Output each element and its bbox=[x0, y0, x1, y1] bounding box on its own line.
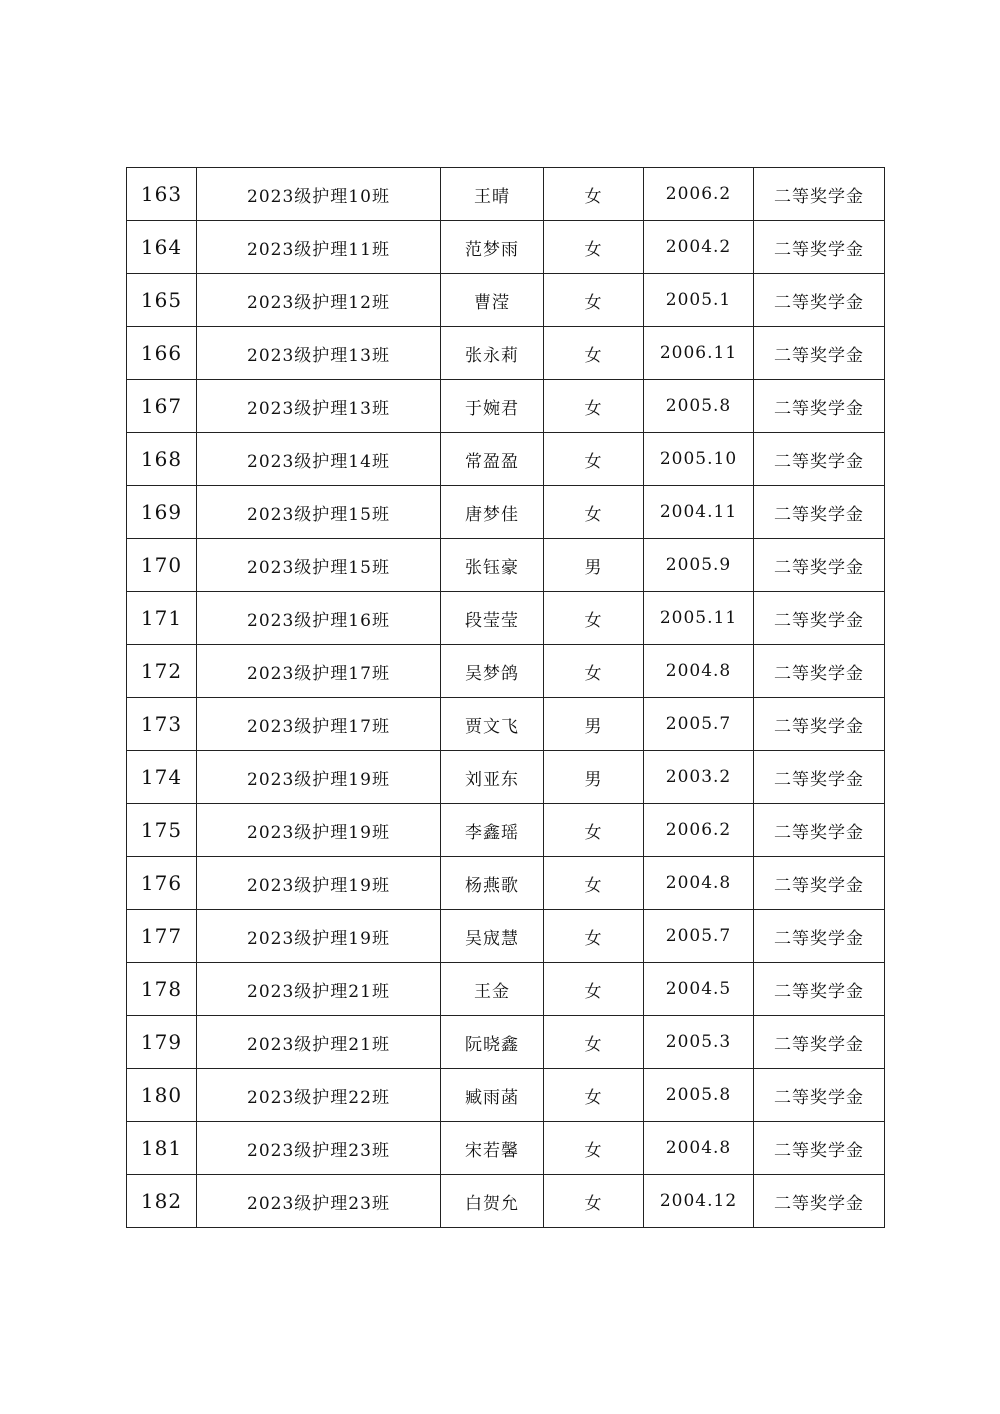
award-cell: 二等奖学金 bbox=[754, 221, 885, 274]
table-row bbox=[127, 486, 885, 539]
class-cell: 2023级护理17班 bbox=[197, 645, 441, 698]
table-row bbox=[127, 857, 885, 910]
row-number-cell: 164 bbox=[127, 221, 197, 274]
table-row bbox=[127, 698, 885, 751]
birth-date-cell: 2006.2 bbox=[644, 804, 754, 857]
table-row bbox=[127, 592, 885, 645]
class-cell: 2023级护理21班 bbox=[197, 963, 441, 1016]
student-name-cell: 白贺允 bbox=[441, 1175, 544, 1228]
gender-cell: 女 bbox=[544, 274, 644, 327]
table-row bbox=[127, 963, 885, 1016]
table-row bbox=[127, 433, 885, 486]
table-row bbox=[127, 168, 885, 221]
student-name-cell: 李鑫瑶 bbox=[441, 804, 544, 857]
student-name-cell: 唐梦佳 bbox=[441, 486, 544, 539]
award-cell: 二等奖学金 bbox=[754, 539, 885, 592]
birth-date-cell: 2006.2 bbox=[644, 168, 754, 221]
table-row bbox=[127, 539, 885, 592]
birth-date-cell: 2005.10 bbox=[644, 433, 754, 486]
student-name-cell: 张钰豪 bbox=[441, 539, 544, 592]
scholarship-table bbox=[126, 167, 885, 1228]
class-cell: 2023级护理14班 bbox=[197, 433, 441, 486]
birth-date-cell: 2005.8 bbox=[644, 380, 754, 433]
birth-date-cell: 2003.2 bbox=[644, 751, 754, 804]
row-number-cell: 171 bbox=[127, 592, 197, 645]
award-cell: 二等奖学金 bbox=[754, 1069, 885, 1122]
student-name-cell: 张永莉 bbox=[441, 327, 544, 380]
class-cell: 2023级护理19班 bbox=[197, 857, 441, 910]
student-name-cell: 刘亚东 bbox=[441, 751, 544, 804]
award-cell: 二等奖学金 bbox=[754, 433, 885, 486]
student-name-cell: 臧雨菡 bbox=[441, 1069, 544, 1122]
table-row bbox=[127, 910, 885, 963]
row-number-cell: 175 bbox=[127, 804, 197, 857]
table-row bbox=[127, 804, 885, 857]
award-cell: 二等奖学金 bbox=[754, 645, 885, 698]
class-cell: 2023级护理19班 bbox=[197, 751, 441, 804]
birth-date-cell: 2004.2 bbox=[644, 221, 754, 274]
row-number-cell: 169 bbox=[127, 486, 197, 539]
gender-cell: 女 bbox=[544, 592, 644, 645]
student-name-cell: 贾文飞 bbox=[441, 698, 544, 751]
table-row bbox=[127, 1016, 885, 1069]
award-cell: 二等奖学金 bbox=[754, 486, 885, 539]
birth-date-cell: 2004.8 bbox=[644, 645, 754, 698]
award-cell: 二等奖学金 bbox=[754, 380, 885, 433]
row-number-cell: 176 bbox=[127, 857, 197, 910]
class-cell: 2023级护理23班 bbox=[197, 1122, 441, 1175]
student-name-cell: 王金 bbox=[441, 963, 544, 1016]
row-number-cell: 180 bbox=[127, 1069, 197, 1122]
class-cell: 2023级护理15班 bbox=[197, 539, 441, 592]
gender-cell: 女 bbox=[544, 645, 644, 698]
class-cell: 2023级护理21班 bbox=[197, 1016, 441, 1069]
gender-cell: 女 bbox=[544, 168, 644, 221]
class-cell: 2023级护理22班 bbox=[197, 1069, 441, 1122]
row-number-cell: 181 bbox=[127, 1122, 197, 1175]
student-name-cell: 段莹莹 bbox=[441, 592, 544, 645]
class-cell: 2023级护理13班 bbox=[197, 327, 441, 380]
birth-date-cell: 2005.7 bbox=[644, 698, 754, 751]
award-cell: 二等奖学金 bbox=[754, 804, 885, 857]
row-number-cell: 166 bbox=[127, 327, 197, 380]
award-cell: 二等奖学金 bbox=[754, 698, 885, 751]
class-cell: 2023级护理13班 bbox=[197, 380, 441, 433]
award-cell: 二等奖学金 bbox=[754, 751, 885, 804]
table-row bbox=[127, 1122, 885, 1175]
gender-cell: 女 bbox=[544, 433, 644, 486]
row-number-cell: 163 bbox=[127, 168, 197, 221]
gender-cell: 男 bbox=[544, 698, 644, 751]
class-cell: 2023级护理10班 bbox=[197, 168, 441, 221]
gender-cell: 女 bbox=[544, 221, 644, 274]
row-number-cell: 182 bbox=[127, 1175, 197, 1228]
birth-date-cell: 2004.8 bbox=[644, 1122, 754, 1175]
birth-date-cell: 2004.12 bbox=[644, 1175, 754, 1228]
row-number-cell: 165 bbox=[127, 274, 197, 327]
table-row bbox=[127, 274, 885, 327]
gender-cell: 女 bbox=[544, 1122, 644, 1175]
award-cell: 二等奖学金 bbox=[754, 168, 885, 221]
gender-cell: 女 bbox=[544, 327, 644, 380]
row-number-cell: 170 bbox=[127, 539, 197, 592]
award-cell: 二等奖学金 bbox=[754, 910, 885, 963]
student-name-cell: 于婉君 bbox=[441, 380, 544, 433]
gender-cell: 男 bbox=[544, 751, 644, 804]
table-row bbox=[127, 645, 885, 698]
birth-date-cell: 2005.1 bbox=[644, 274, 754, 327]
row-number-cell: 168 bbox=[127, 433, 197, 486]
student-name-cell: 常盈盈 bbox=[441, 433, 544, 486]
row-number-cell: 177 bbox=[127, 910, 197, 963]
row-number-cell: 173 bbox=[127, 698, 197, 751]
birth-date-cell: 2005.9 bbox=[644, 539, 754, 592]
table-row bbox=[127, 1069, 885, 1122]
student-name-cell: 吴宬慧 bbox=[441, 910, 544, 963]
birth-date-cell: 2005.3 bbox=[644, 1016, 754, 1069]
award-cell: 二等奖学金 bbox=[754, 1122, 885, 1175]
award-cell: 二等奖学金 bbox=[754, 963, 885, 1016]
award-cell: 二等奖学金 bbox=[754, 592, 885, 645]
gender-cell: 女 bbox=[544, 1016, 644, 1069]
row-number-cell: 172 bbox=[127, 645, 197, 698]
table-row bbox=[127, 1175, 885, 1228]
gender-cell: 女 bbox=[544, 963, 644, 1016]
gender-cell: 女 bbox=[544, 1175, 644, 1228]
class-cell: 2023级护理11班 bbox=[197, 221, 441, 274]
class-cell: 2023级护理16班 bbox=[197, 592, 441, 645]
table-row bbox=[127, 221, 885, 274]
gender-cell: 女 bbox=[544, 804, 644, 857]
birth-date-cell: 2004.5 bbox=[644, 963, 754, 1016]
award-cell: 二等奖学金 bbox=[754, 1016, 885, 1069]
table-row bbox=[127, 751, 885, 804]
row-number-cell: 178 bbox=[127, 963, 197, 1016]
gender-cell: 女 bbox=[544, 857, 644, 910]
student-name-cell: 宋若馨 bbox=[441, 1122, 544, 1175]
row-number-cell: 167 bbox=[127, 380, 197, 433]
row-number-cell: 174 bbox=[127, 751, 197, 804]
gender-cell: 男 bbox=[544, 539, 644, 592]
award-cell: 二等奖学金 bbox=[754, 1175, 885, 1228]
gender-cell: 女 bbox=[544, 910, 644, 963]
birth-date-cell: 2005.11 bbox=[644, 592, 754, 645]
table-row bbox=[127, 327, 885, 380]
birth-date-cell: 2006.11 bbox=[644, 327, 754, 380]
birth-date-cell: 2005.7 bbox=[644, 910, 754, 963]
gender-cell: 女 bbox=[544, 486, 644, 539]
gender-cell: 女 bbox=[544, 1069, 644, 1122]
row-number-cell: 179 bbox=[127, 1016, 197, 1069]
birth-date-cell: 2005.8 bbox=[644, 1069, 754, 1122]
birth-date-cell: 2004.11 bbox=[644, 486, 754, 539]
table-row bbox=[127, 380, 885, 433]
class-cell: 2023级护理15班 bbox=[197, 486, 441, 539]
student-name-cell: 曹滢 bbox=[441, 274, 544, 327]
student-name-cell: 杨燕歌 bbox=[441, 857, 544, 910]
class-cell: 2023级护理19班 bbox=[197, 910, 441, 963]
student-name-cell: 王晴 bbox=[441, 168, 544, 221]
class-cell: 2023级护理17班 bbox=[197, 698, 441, 751]
table-body bbox=[127, 168, 885, 1228]
award-cell: 二等奖学金 bbox=[754, 327, 885, 380]
student-name-cell: 范梦雨 bbox=[441, 221, 544, 274]
gender-cell: 女 bbox=[544, 380, 644, 433]
award-cell: 二等奖学金 bbox=[754, 857, 885, 910]
class-cell: 2023级护理23班 bbox=[197, 1175, 441, 1228]
student-name-cell: 吴梦鸽 bbox=[441, 645, 544, 698]
class-cell: 2023级护理19班 bbox=[197, 804, 441, 857]
award-cell: 二等奖学金 bbox=[754, 274, 885, 327]
birth-date-cell: 2004.8 bbox=[644, 857, 754, 910]
class-cell: 2023级护理12班 bbox=[197, 274, 441, 327]
student-name-cell: 阮晓鑫 bbox=[441, 1016, 544, 1069]
